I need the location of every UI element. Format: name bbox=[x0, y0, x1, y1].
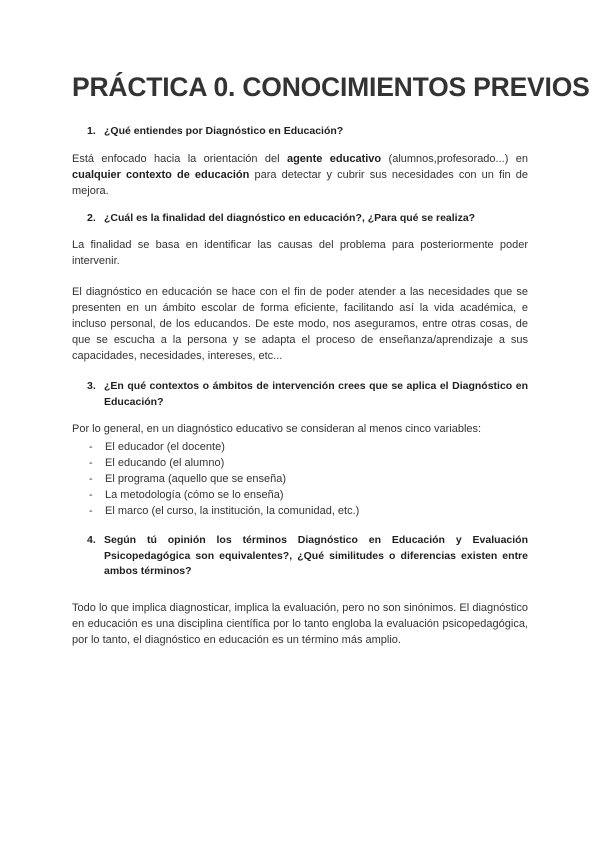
question-number-1: 1. bbox=[87, 125, 96, 137]
list-item bbox=[72, 455, 528, 471]
list-item-label: El educador (el docente) bbox=[105, 441, 225, 453]
answer-paragraph-4: Todo lo que implica diagnosticar, implica la evaluación, pero no son sinónimos. El diagnóstico en educación es una disciplina científica por lo tanto engloba la evaluación psicopedagógica, por lo tanto, el diagnóstico en educación es un término más amplio. bbox=[72, 601, 528, 646]
list-item-label: El marco (el curso, la institución, la comunidad, etc.) bbox=[105, 505, 360, 517]
question-number-2: 2. bbox=[87, 211, 96, 224]
question-text-3: ¿En qué contextos o ámbitos de intervención crees que se aplica el Diagnóstico en Educación? bbox=[104, 380, 528, 408]
answer-1-segment-1: Está enfocado hacia la orientación del bbox=[72, 152, 287, 165]
variables-list bbox=[72, 439, 528, 519]
answer-paragraph-1 bbox=[72, 151, 528, 199]
list-item-label: La metodología (cómo se lo enseña) bbox=[105, 489, 284, 501]
question-heading-4 bbox=[72, 533, 528, 580]
list-item bbox=[72, 487, 528, 503]
question-text-2: ¿Cuál es la finalidad del diagnóstico en educación?, ¿Para qué se realiza? bbox=[104, 211, 476, 224]
list-item bbox=[72, 503, 528, 519]
page-title: PRÁCTICA 0. CONOCIMIENTOS PREVIOS bbox=[72, 72, 590, 102]
question-heading-2 bbox=[72, 211, 528, 227]
list-marker: - bbox=[89, 473, 93, 485]
answer-paragraph-2a: La finalidad se basa en identificar las causas del problema para posteriormente poder intervenir. bbox=[72, 239, 528, 267]
list-marker: - bbox=[89, 489, 93, 501]
list-item bbox=[72, 439, 528, 455]
answer-paragraph-2b: El diagnóstico en educación se hace con el fin de poder atender a las necesidades que se presenten en un ámbito escolar de forma eficiente, facilitando así la vida académica, e incluso personal, de los educandos. De este modo, nos aseguramos, entre otras cosas, de que se escucha a la persona y se adapta el proceso de enseñanza/aprendizaje a sus capacidades, necesidades, intereses, etc... bbox=[72, 286, 528, 362]
list-marker: - bbox=[89, 441, 93, 453]
answer-1-segment-2: (alumnos,profesorado...) en bbox=[381, 152, 529, 165]
question-heading-1 bbox=[72, 124, 528, 140]
list-item-label: El programa (aquello que se enseña) bbox=[105, 473, 287, 485]
list-marker: - bbox=[89, 505, 93, 517]
answer-1-segment-3: para detectar y cubrir sus necesidades con un fin de mejora. bbox=[72, 168, 528, 197]
answer-1-bold-2: cualquier contexto de educación bbox=[72, 168, 250, 181]
question-text-4: Según tú opinión los términos Diagnóstico en Educación y Evaluación Psicopedagógica son equivalentes?, ¿Qué similitudes o diferencias existen entre ambos términos? bbox=[104, 534, 528, 577]
question-text-1: ¿Qué entiendes por Diagnóstico en Educación? bbox=[104, 125, 344, 137]
list-marker: - bbox=[89, 457, 93, 469]
list-item bbox=[72, 471, 528, 487]
answer-paragraph-3-intro: Por lo general, en un diagnóstico educativo se consideran al menos cinco variables: bbox=[72, 423, 482, 435]
spacer bbox=[72, 591, 528, 600]
list-item-label: El educando (el alumno) bbox=[105, 457, 225, 469]
question-number-4: 4. bbox=[87, 534, 96, 546]
question-heading-3 bbox=[72, 379, 528, 410]
document-content bbox=[72, 72, 590, 660]
question-number-3: 3. bbox=[87, 380, 96, 392]
answer-1-bold-1: agente educativo bbox=[286, 152, 382, 165]
